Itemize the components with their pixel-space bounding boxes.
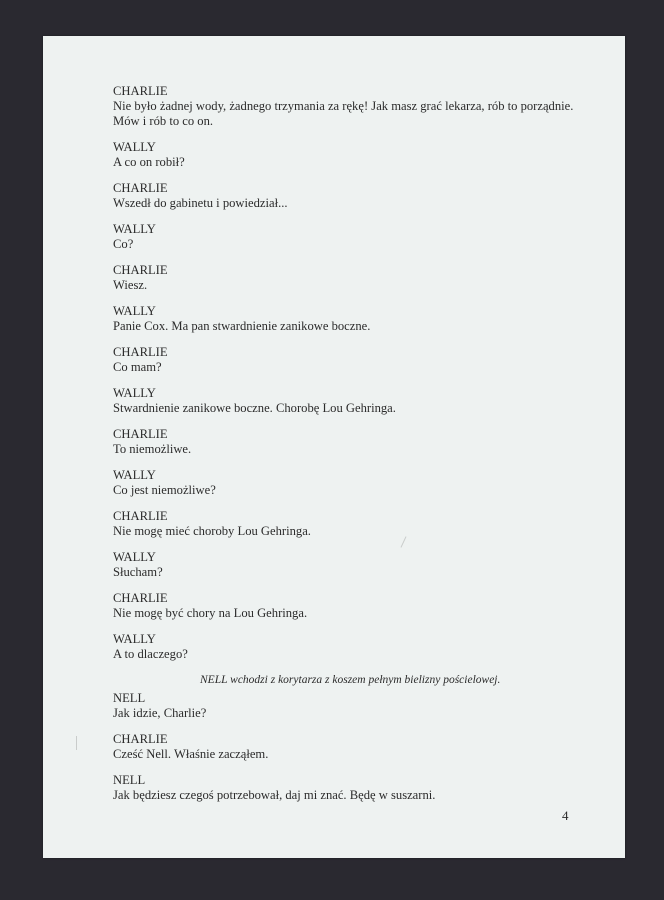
dialogue-block (113, 509, 583, 539)
dialogue-line: Co mam? (113, 360, 162, 374)
dialogue-line: Cześć Nell. Właśnie zacząłem. (113, 747, 269, 761)
dialogue-line: A co on robił? (113, 155, 185, 169)
dialogue-line: Wiesz. (113, 278, 148, 292)
dialogue-block (113, 84, 583, 129)
speaker-name: CHARLIE (113, 181, 168, 195)
dialogue-block (113, 181, 583, 211)
dialogue-block (113, 263, 583, 293)
speaker-name: WALLY (113, 222, 156, 236)
dialogue-line: Jak idzie, Charlie? (113, 706, 207, 720)
dialogue-block (113, 632, 583, 662)
dialogue-line: Nie mogę mieć choroby Lou Gehringa. (113, 524, 311, 538)
dialogue-line: Jak będziesz czegoś potrzebował, daj mi znać. Będę w suszarni. (113, 788, 436, 802)
dialogue-block (113, 773, 583, 803)
dialogue-line: Co? (113, 237, 134, 251)
dialogue-line: Słucham? (113, 565, 163, 579)
speaker-name: CHARLIE (113, 427, 168, 441)
speaker-name: CHARLIE (113, 345, 168, 359)
dialogue-line: To niemożliwe. (113, 442, 192, 456)
dialogue-line: Panie Cox. Ma pan stwardnienie zanikowe boczne. (113, 319, 371, 333)
speaker-name: WALLY (113, 550, 156, 564)
dialogue-block (113, 304, 583, 334)
dialogue-block (113, 468, 583, 498)
dialogue-block (113, 691, 583, 721)
dialogue-line: Co jest niemożliwe? (113, 483, 216, 497)
speaker-name: WALLY (113, 304, 156, 318)
page-number: 4 (562, 808, 569, 823)
dialogue-block (113, 732, 583, 762)
speaker-name: CHARLIE (113, 509, 168, 523)
script-content (113, 84, 583, 814)
speaker-name: WALLY (113, 632, 156, 646)
speaker-name: NELL (113, 773, 146, 787)
stage-direction: NELL wchodzi z korytarza z koszem pełnym bielizny pościelowej. (200, 674, 501, 686)
speaker-name: CHARLIE (113, 263, 168, 277)
dialogue-block (113, 427, 583, 457)
speaker-name: CHARLIE (113, 84, 168, 98)
dialogue-block (113, 550, 583, 580)
dialogue-line: A to dlaczego? (113, 647, 188, 661)
speaker-name: WALLY (113, 468, 156, 482)
dialogue-line: Stwardnienie zanikowe boczne. Chorobę Lou Gehringa. (113, 401, 396, 415)
speaker-name: CHARLIE (113, 732, 168, 746)
script-page (43, 36, 625, 858)
speaker-name: NELL (113, 691, 146, 705)
dialogue-block (113, 222, 583, 252)
speaker-name: WALLY (113, 386, 156, 400)
dialogue-block (113, 345, 583, 375)
dialogue-line: Wszedł do gabinetu i powiedział... (113, 196, 288, 210)
paper-mark (76, 736, 77, 750)
dialogue-block (113, 386, 583, 416)
speaker-name: WALLY (113, 140, 156, 154)
dialogue-line: Nie mogę być chory na Lou Gehringa. (113, 606, 308, 620)
dialogue-block (113, 591, 583, 621)
dialogue-line: Nie było żadnej wody, żadnego trzymania za rękę! Jak masz grać lekarza, rób to porządnie. Mów i rób to co on. (113, 99, 574, 128)
dialogue-block (113, 140, 583, 170)
speaker-name: CHARLIE (113, 591, 168, 605)
